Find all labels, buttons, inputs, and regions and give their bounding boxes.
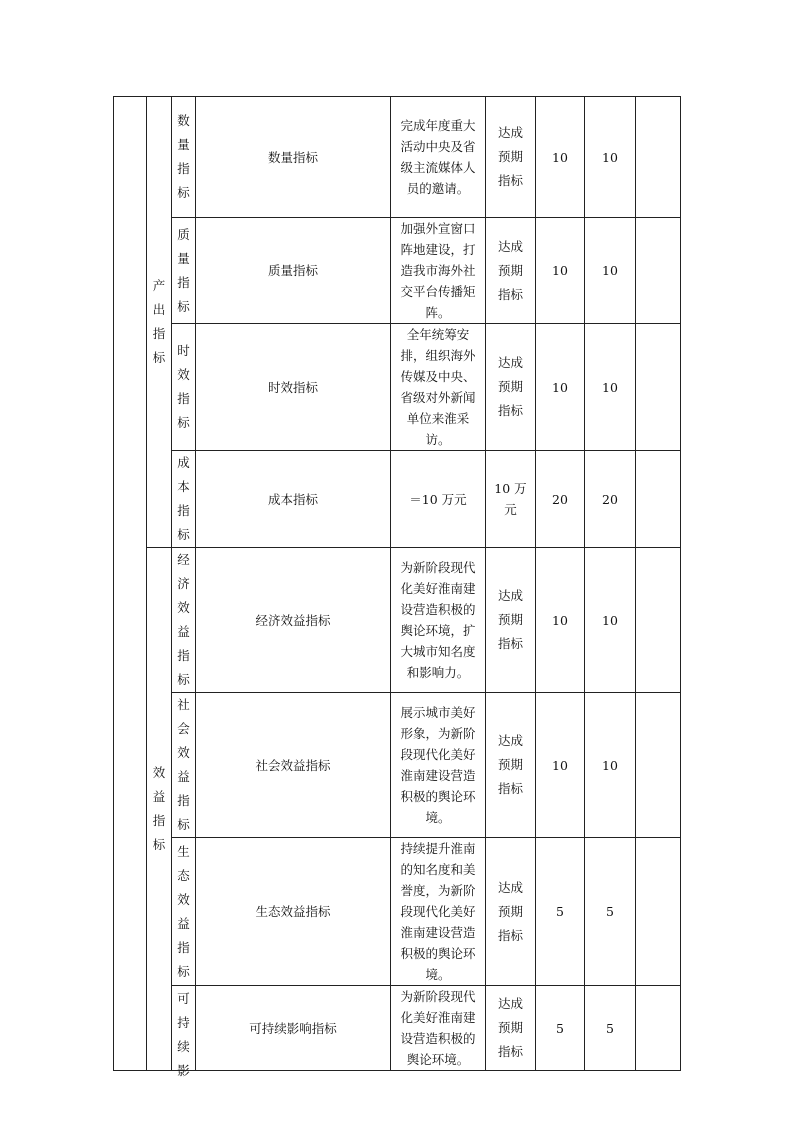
remark-cell: [636, 218, 681, 324]
target-value: 达成预期指标: [486, 693, 536, 838]
target-value: 10 万元: [486, 451, 536, 548]
category-cell: [172, 986, 196, 1078]
score-value: 20: [585, 451, 636, 548]
group-label: 效益指标: [152, 765, 166, 852]
category-cell: [172, 218, 196, 324]
indicator-description: 展示城市美好形象，为新阶段现代化美好淮南建设营造积极的舆论环境。: [391, 693, 486, 838]
indicator-name: 质量指标: [196, 218, 391, 324]
weight-value: 10: [536, 548, 585, 693]
score-value: 10: [585, 548, 636, 693]
target-value: 达成预期指标: [486, 324, 536, 451]
target-value: 达成预期指标: [486, 838, 536, 986]
score-value: 5: [585, 838, 636, 986]
indicator-description: 为新阶段现代化美好淮南建设营造积极的舆论环境，扩大城市知名度和影响力。: [391, 548, 486, 693]
target-value: 达成预期指标: [486, 548, 536, 693]
remark-cell: [636, 693, 681, 838]
indicator-name: 可持续影响指标: [196, 986, 391, 1071]
weight-value: 5: [536, 986, 585, 1071]
indicator-name: 经济效益指标: [196, 548, 391, 693]
category-label: 数量指标: [177, 113, 190, 200]
target-value: 达成预期指标: [486, 986, 536, 1071]
table-row: [114, 451, 681, 548]
category-cell: [172, 97, 196, 218]
category-label: 可持续影: [177, 991, 190, 1078]
remark-cell: [636, 986, 681, 1071]
indicator-description: 完成年度重大活动中央及省级主流媒体人员的邀请。: [391, 97, 486, 218]
target-value: 达成预期指标: [486, 218, 536, 324]
score-value: 10: [585, 218, 636, 324]
indicator-description: 全年统筹安排，组织海外传媒及中央、省级对外新闻单位来淮采访。: [391, 324, 486, 451]
remark-cell: [636, 97, 681, 218]
indicator-description: 持续提升淮南的知名度和美誉度，为新阶段现代化美好淮南建设营造积极的舆论环境。: [391, 838, 486, 986]
target-value: 达成预期指标: [486, 97, 536, 218]
indicator-name: 成本指标: [196, 451, 391, 548]
category-label: 社会效益指标: [177, 697, 190, 832]
performance-indicator-table: [113, 96, 681, 1078]
category-cell: [172, 838, 196, 986]
group-cell: [147, 548, 172, 1071]
indicator-description: 加强外宣窗口阵地建设，打造我市海外社交平台传播矩阵。: [391, 218, 486, 324]
weight-value: 10: [536, 97, 585, 218]
table-row: [114, 324, 681, 451]
outer-category-cell: [114, 97, 147, 1071]
table-row: [114, 693, 681, 838]
category-label: 时效指标: [177, 343, 190, 430]
category-cell: [172, 451, 196, 548]
category-cell: [172, 548, 196, 693]
category-label: 生态效益指标: [177, 843, 190, 979]
table-row: [114, 97, 681, 218]
category-label: 经济效益指标: [177, 552, 190, 687]
table-row: [114, 218, 681, 324]
remark-cell: [636, 838, 681, 986]
remark-cell: [636, 324, 681, 451]
score-value: 10: [585, 693, 636, 838]
group-label: 产出指标: [152, 278, 166, 365]
weight-value: 20: [536, 451, 585, 548]
score-value: 10: [585, 97, 636, 218]
remark-cell: [636, 548, 681, 693]
score-value: 10: [585, 324, 636, 451]
table-row: [114, 548, 681, 693]
weight-value: 10: [536, 218, 585, 324]
indicator-description: ＝10 万元: [391, 451, 486, 548]
category-cell: [172, 693, 196, 838]
weight-value: 10: [536, 693, 585, 838]
group-cell: [147, 97, 172, 548]
weight-value: 10: [536, 324, 585, 451]
indicator-name: 生态效益指标: [196, 838, 391, 986]
weight-value: 5: [536, 838, 585, 986]
indicator-name: 数量指标: [196, 97, 391, 218]
category-label: 成本指标: [177, 455, 190, 542]
indicator-name: 时效指标: [196, 324, 391, 451]
indicator-name: 社会效益指标: [196, 693, 391, 838]
table-row: [114, 838, 681, 986]
category-label: 质量指标: [177, 226, 190, 314]
score-value: 5: [585, 986, 636, 1071]
category-cell: [172, 324, 196, 451]
table-row: [114, 986, 681, 1071]
remark-cell: [636, 451, 681, 548]
indicator-description: 为新阶段现代化美好淮南建设营造积极的舆论环境。: [391, 986, 486, 1071]
